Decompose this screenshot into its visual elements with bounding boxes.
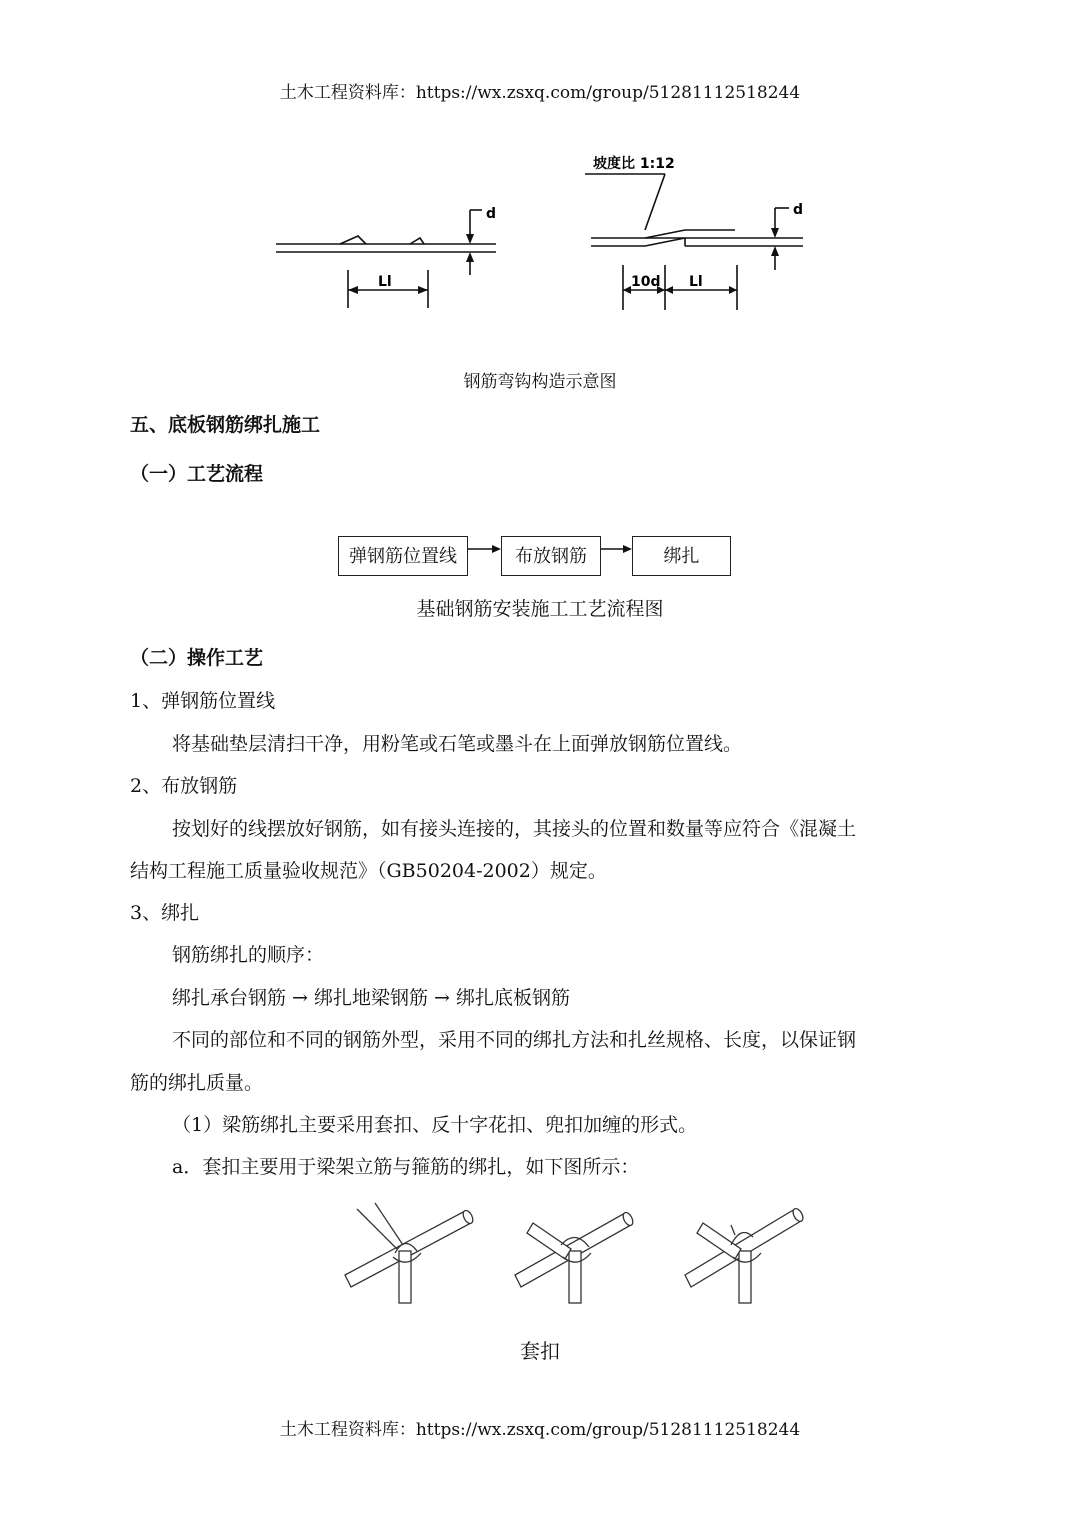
hook-figure-caption: 钢筋弯钩构造示意图 bbox=[463, 372, 617, 392]
tie-illustration-2 bbox=[505, 1195, 655, 1310]
item2-text-line2: 结构工程施工质量验收规范》（GB50204-2002）规定。 bbox=[130, 860, 607, 882]
item3-order-sequence: 绑扎承台钢筋 → 绑扎地梁钢筋 → 绑扎底板钢筋 bbox=[172, 987, 570, 1009]
item3-order-label: 钢筋绑扎的顺序： bbox=[172, 944, 325, 966]
item1-title: 1、弹钢筋位置线 bbox=[130, 690, 276, 712]
hook-diagram-left bbox=[270, 200, 510, 320]
hook-right-slope-label: 坡度比 1:12 bbox=[593, 156, 675, 172]
subsection-operation-title: （二）操作工艺 bbox=[130, 647, 264, 669]
tie-illustration-1 bbox=[335, 1195, 485, 1310]
tie-illustration-3 bbox=[675, 1195, 825, 1310]
flow-step-2: 布放钢筋 bbox=[501, 536, 601, 576]
section-title: 五、底板钢筋绑扎施工 bbox=[130, 414, 321, 436]
flow-step-1: 弹钢筋位置线 bbox=[338, 536, 468, 576]
hook-left-d-label: d bbox=[486, 206, 497, 222]
page-footer: 土木工程资料库：https://wx.zsxq.com/group/51281112518244 bbox=[279, 1420, 801, 1440]
item1-text: 将基础垫层清扫干净，用粉笔或石笔或墨斗在上面弹放钢筋位置线。 bbox=[172, 733, 743, 755]
item3-text-line2: 筋的绑扎质量。 bbox=[130, 1072, 264, 1094]
flow-caption: 基础钢筋安装施工工艺流程图 bbox=[416, 598, 664, 620]
hook-right-lap-label: Ll bbox=[689, 274, 703, 290]
item3-point-1: （1）梁筋绑扎主要采用套扣、反十字花扣、兜扣加缠的形式。 bbox=[172, 1114, 698, 1136]
page-header: 土木工程资料库：https://wx.zsxq.com/group/51281112518244 bbox=[279, 83, 801, 103]
hook-diagram-right bbox=[585, 150, 815, 325]
item3-title: 3、绑扎 bbox=[130, 902, 200, 924]
hook-right-d-label: d bbox=[793, 202, 804, 218]
item2-title: 2、布放钢筋 bbox=[130, 775, 238, 797]
flow-arrows bbox=[468, 540, 638, 570]
subsection-flow-title: （一）工艺流程 bbox=[130, 463, 264, 485]
tie-figure-caption: 套扣 bbox=[520, 1339, 560, 1363]
item3-text-line1: 不同的部位和不同的钢筋外型，采用不同的绑扎方法和扎丝规格、长度，以保证钢 bbox=[172, 1029, 857, 1051]
flow-step-3: 绑扎 bbox=[632, 536, 731, 576]
item3-point-a: a．套扣主要用于梁架立筋与箍筋的绑扎，如下图所示： bbox=[172, 1156, 640, 1178]
hook-right-offset-label: 10d bbox=[631, 274, 661, 290]
item2-text-line1: 按划好的线摆放好钢筋，如有接头连接的，其接头的位置和数量等应符合《混凝土 bbox=[172, 818, 857, 840]
hook-left-lap-label: Ll bbox=[378, 274, 392, 290]
